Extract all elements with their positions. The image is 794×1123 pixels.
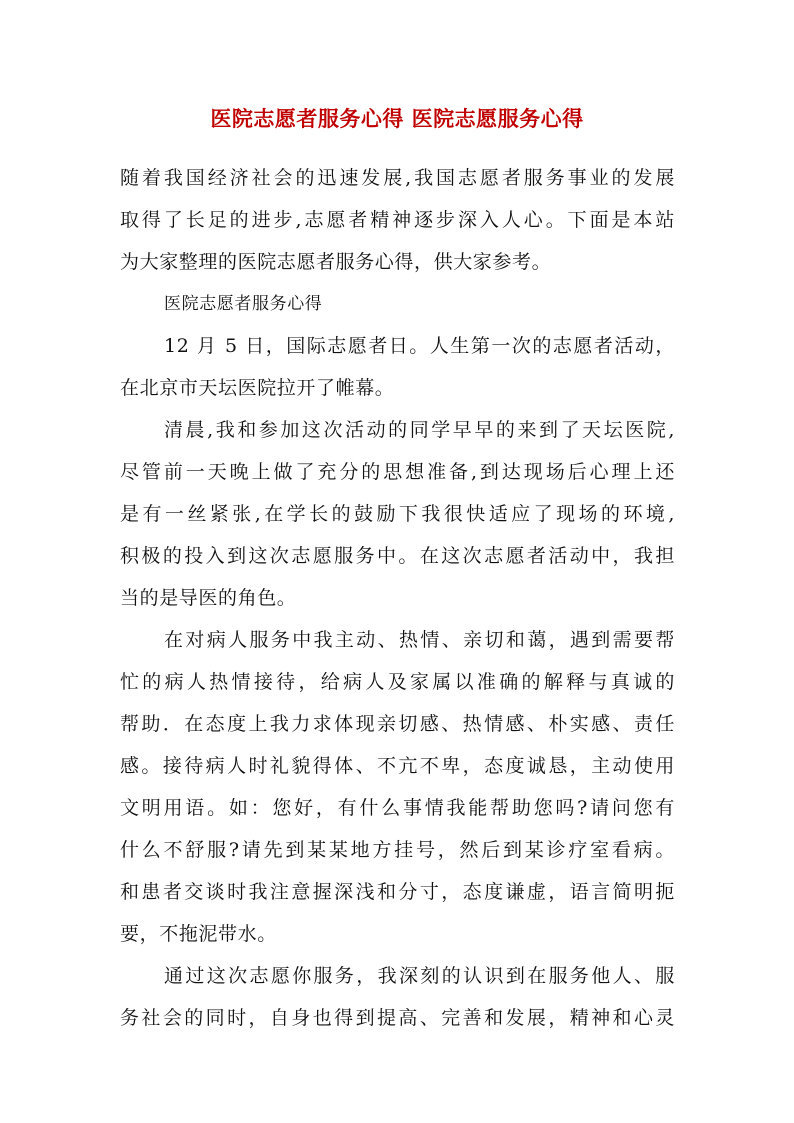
paragraph-line: 当的是导医的角色。 [120, 587, 297, 609]
paragraph-line: 要，不拖泥带水。 [120, 923, 277, 945]
paragraph-line: 积极的投入到这次志愿服务中。在这次志愿者活动中，我担 [120, 545, 675, 567]
paragraph-line: 通过这次志愿你服务，我深刻的认识到在服务他人、服 [164, 965, 675, 987]
paragraph-line: 在对病人服务中我主动、热情、亲切和蔼，遇到需要帮 [164, 629, 675, 651]
paragraph-line: 在北京市天坛医院拉开了帷幕。 [120, 377, 395, 399]
paragraph-line: 随着我国经济社会的迅速发展,我国志愿者服务事业的发展 [120, 167, 675, 189]
paragraph-line: 帮助．在态度上我力求体现亲切感、热情感、朴实感、责任 [120, 713, 675, 735]
paragraph-line: 为大家整理的医院志愿者服务心得，供大家参考。 [120, 251, 552, 273]
paragraph-line: 尽管前一天晚上做了充分的思想准备,到达现场后心理上还 [120, 461, 675, 483]
paragraph-line: 忙的病人热情接待，给病人及家属以准确的解释与真诚的 [120, 671, 675, 693]
section-heading: 医院志愿者服务心得 [164, 294, 323, 314]
paragraph-line: 和患者交谈时我注意握深浅和分寸，态度谦虚，语言简明扼 [120, 881, 675, 903]
paragraph-line: 感。接待病人时礼貌得体、不亢不卑，态度诚恳，主动使用 [120, 755, 675, 777]
paragraph-line: 12 月 5 日，国际志愿者日。人生第一次的志愿者活动， [164, 335, 675, 357]
paragraph-line: 文明用语。如：您好，有什么事情我能帮助您吗?请问您有 [120, 797, 675, 819]
document-title: 医院志愿者服务心得 医院志愿服务心得 [210, 106, 584, 131]
paragraph-line: 什么不舒服?请先到某某地方挂号，然后到某诊疗室看病。 [120, 839, 675, 861]
paragraph-line: 清晨,我和参加这次活动的同学早早的来到了天坛医院, [164, 419, 675, 441]
paragraph-line: 是有一丝紧张,在学长的鼓励下我很快适应了现场的环境, [120, 503, 675, 525]
paragraph-line: 取得了长足的进步,志愿者精神逐步深入人心。下面是本站 [120, 209, 675, 231]
paragraph-line: 务社会的同时，自身也得到提高、完善和发展，精神和心灵 [120, 1007, 675, 1029]
